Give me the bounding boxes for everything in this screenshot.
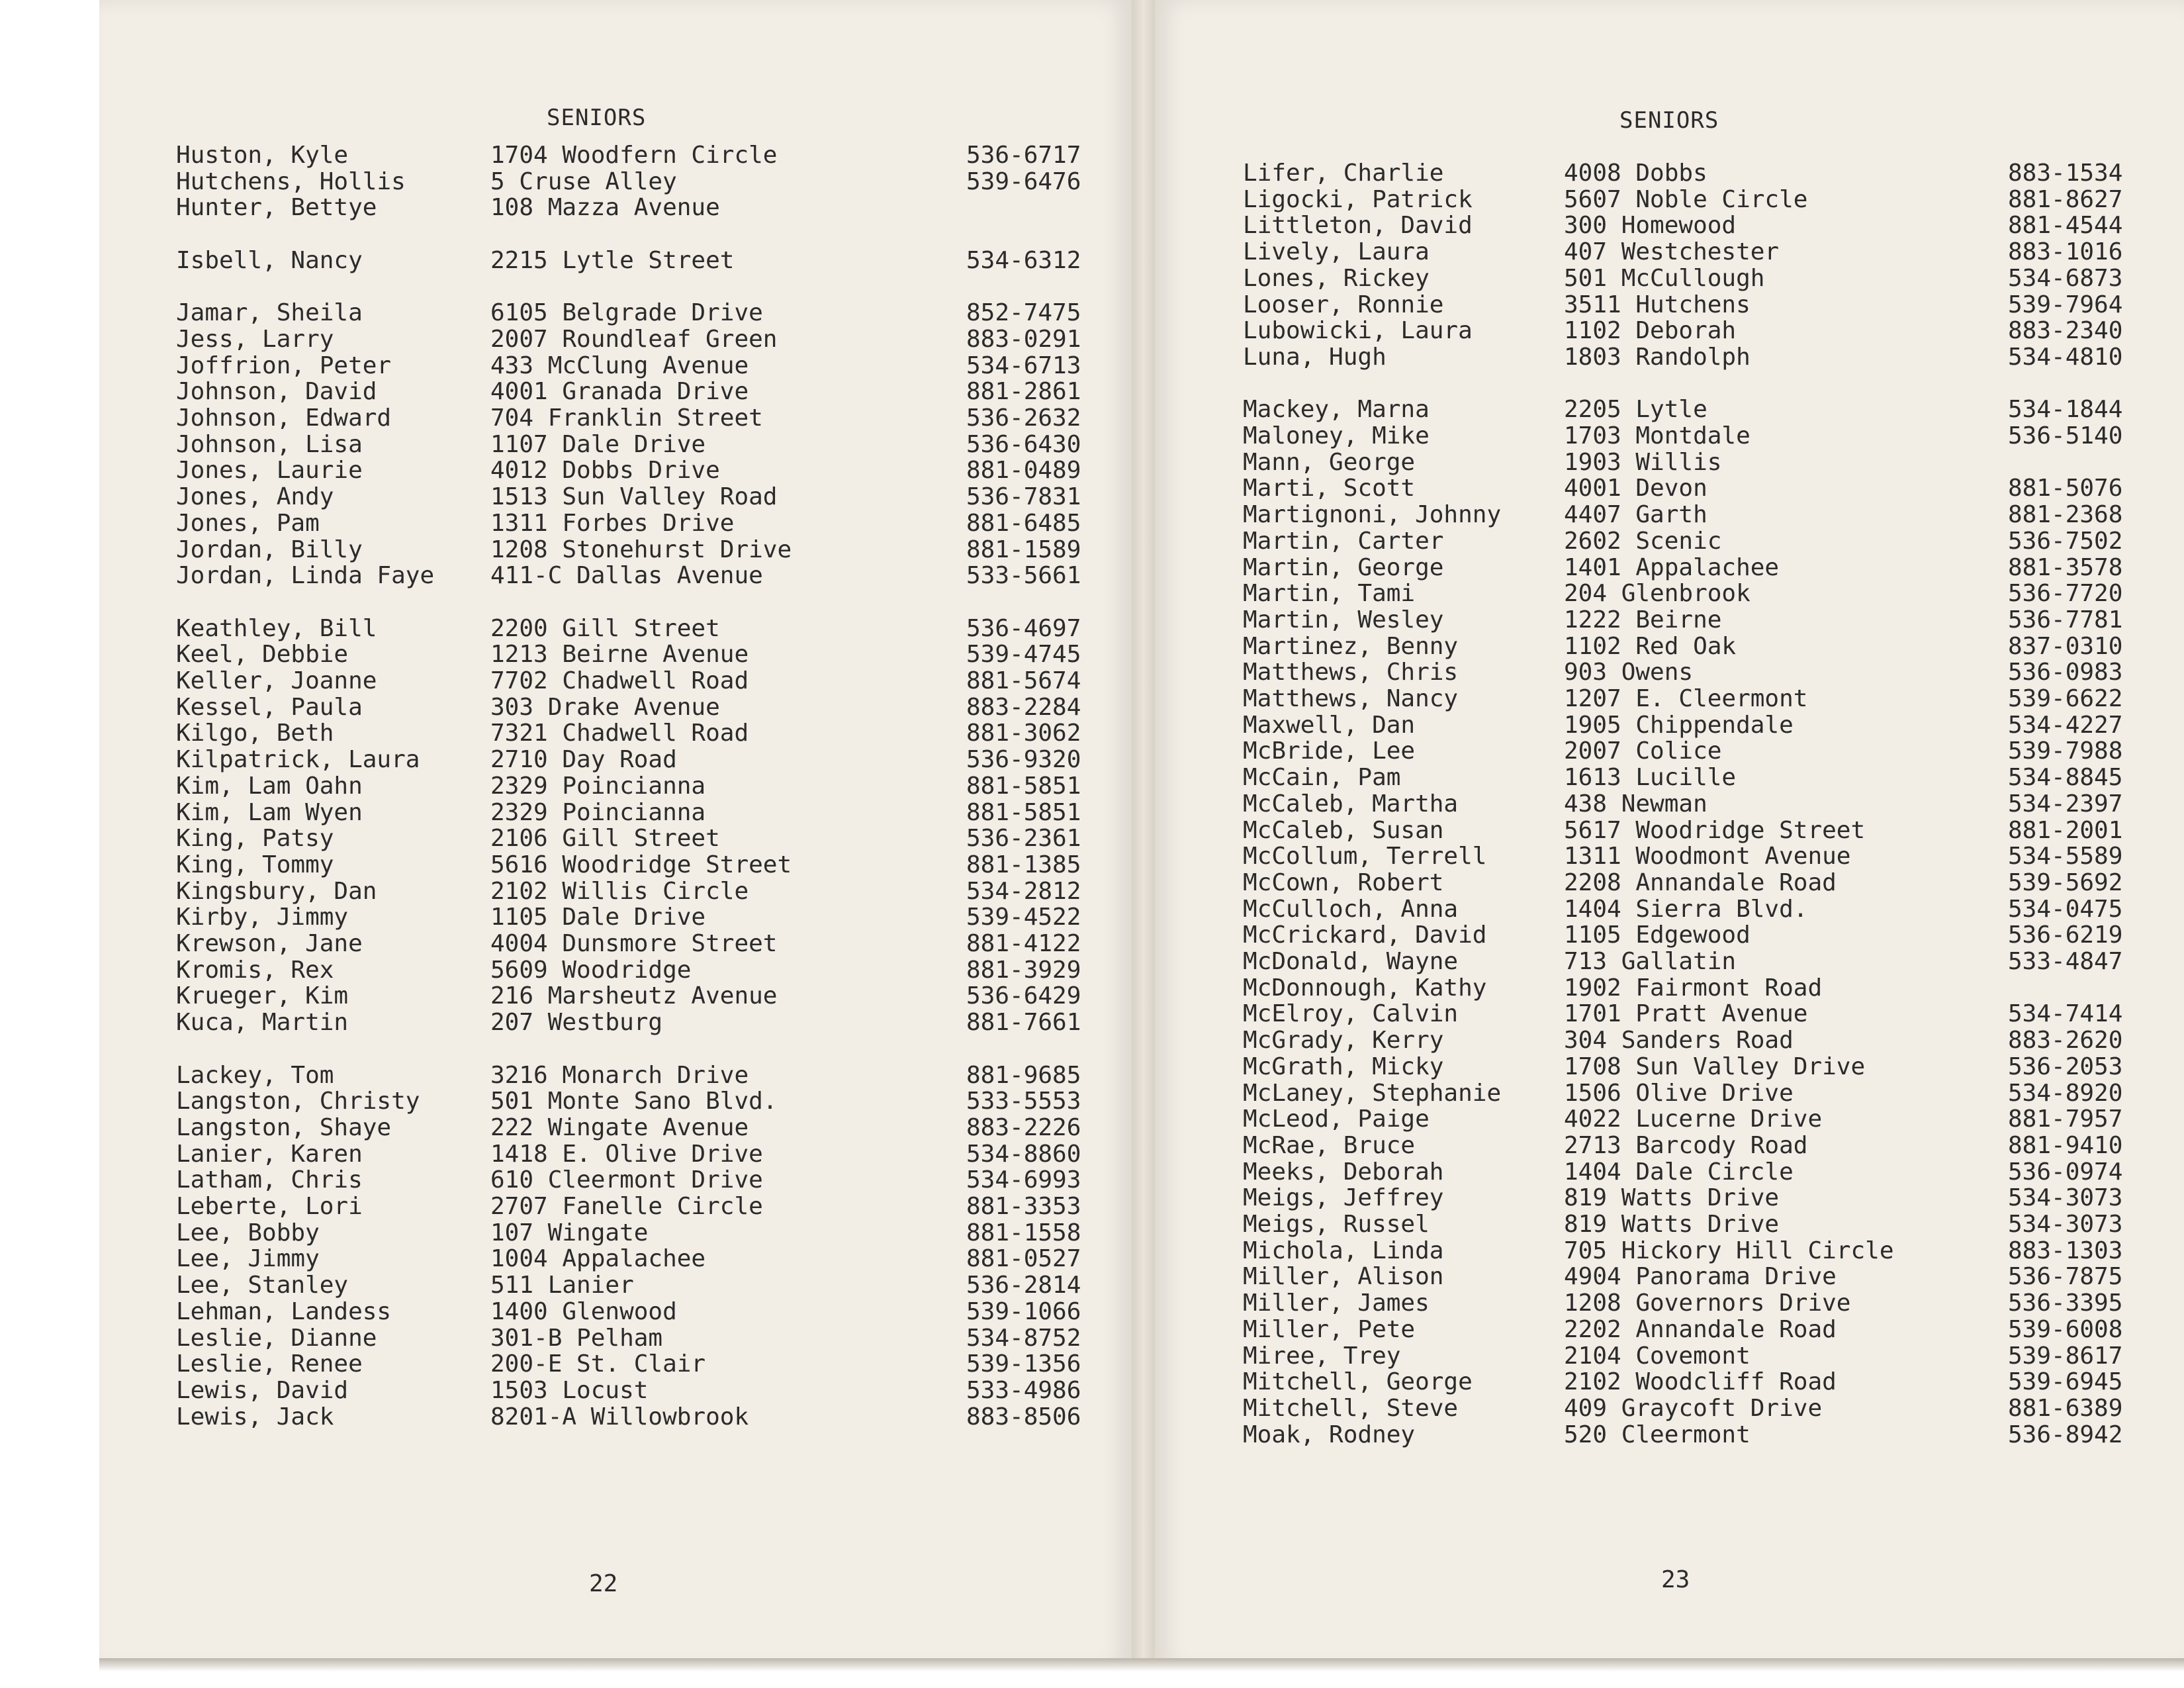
entry-address: 1613 Lucille [1564, 764, 1737, 792]
entry-phone: 536-0974 [2008, 1158, 2123, 1186]
entry-address: 3216 Monarch Drive [490, 1061, 749, 1089]
entry-name: McGrady, Kerry [1243, 1027, 1444, 1055]
entry-name: McDonnough, Kathy [1243, 974, 1487, 1002]
entry-phone: 881-1385 [966, 851, 1081, 878]
entry-name: McElroy, Calvin [1243, 1000, 1459, 1028]
entry-address: 1222 Beirne [1564, 606, 1722, 633]
entry-name: Martignoni, Johnny [1243, 501, 1502, 529]
entry-phone: 852-7475 [966, 299, 1081, 327]
entry-name: Michola, Linda [1243, 1237, 1444, 1264]
entry-address: 4001 Granada Drive [490, 378, 749, 406]
entry-address: 6105 Belgrade Drive [490, 299, 763, 327]
entry-name: Lee, Jimmy [176, 1245, 320, 1273]
entry-name: Miree, Trey [1243, 1342, 1401, 1370]
entry-address: 1105 Dale Drive [490, 904, 706, 931]
entry-name: McCulloch, Anna [1243, 895, 1459, 923]
entry-address: 1105 Edgewood [1564, 921, 1751, 949]
entry-phone: 533-5553 [966, 1088, 1081, 1115]
entry-address: 1903 Willis [1564, 448, 1722, 476]
entry-name: Leslie, Dianne [176, 1324, 377, 1352]
entry-address: 1803 Randolph [1564, 343, 1751, 371]
entry-name: Maloney, Mike [1243, 422, 1430, 449]
entry-name: Kilpatrick, Laura [176, 746, 420, 774]
entry-address: 1208 Governors Drive [1564, 1289, 1851, 1317]
entry-name: Langston, Shaye [176, 1113, 392, 1141]
entry-address: 4012 Dobbs Drive [490, 457, 720, 485]
entry-name: Mann, George [1243, 448, 1416, 476]
entry-address: 1704 Woodfern Circle [490, 142, 778, 169]
entry-address: 4008 Dobbs [1564, 160, 1707, 187]
entry-name: Martin, Carter [1243, 527, 1444, 555]
entry-name: McCain, Pam [1243, 764, 1401, 792]
entry-phone: 881-7957 [2008, 1105, 2123, 1133]
entry-address: 407 Westchester [1564, 238, 1780, 266]
entry-phone: 534-6993 [966, 1166, 1081, 1194]
entry-address: 108 Mazza Avenue [490, 194, 720, 222]
entry-name: King, Patsy [176, 825, 334, 853]
entry-address: 433 McClung Avenue [490, 352, 749, 379]
entry-phone: 536-6429 [966, 982, 1081, 1010]
entry-phone: 883-2284 [966, 693, 1081, 721]
entry-address: 1208 Stonehurst Drive [490, 536, 792, 563]
entry-name: Lanier, Karen [176, 1140, 363, 1168]
entry-phone: 883-2340 [2008, 317, 2123, 345]
entry-name: Lively, Laura [1243, 238, 1430, 266]
entry-address: 301-B Pelham [490, 1324, 663, 1352]
entry-phone: 536-2361 [966, 825, 1081, 853]
entry-address: 1102 Red Oak [1564, 632, 1737, 660]
entry-phone: 881-4544 [2008, 212, 2123, 240]
entry-phone: 883-0291 [966, 325, 1081, 353]
entry-phone: 539-6622 [2008, 685, 2123, 712]
entry-address: 4407 Garth [1564, 501, 1707, 529]
entry-address: 5616 Woodridge Street [490, 851, 792, 878]
entry-address: 1503 Locust [490, 1376, 649, 1404]
entry-phone: 533-4986 [966, 1376, 1081, 1404]
entry-phone: 536-2053 [2008, 1053, 2123, 1080]
entry-name: Isbell, Nancy [176, 246, 363, 274]
entry-address: 304 Sanders Road [1564, 1027, 1794, 1055]
entry-address: 5607 Noble Circle [1564, 185, 1808, 213]
entry-name: Ligocki, Patrick [1243, 185, 1473, 213]
entry-phone: 881-3929 [966, 956, 1081, 984]
entry-phone: 534-6713 [966, 352, 1081, 379]
entry-address: 1708 Sun Valley Drive [1564, 1053, 1866, 1080]
entry-name: McLeod, Paige [1243, 1105, 1430, 1133]
entry-name: Luna, Hugh [1243, 343, 1387, 371]
entry-name: Marti, Scott [1243, 475, 1416, 502]
entry-phone: 881-9410 [2008, 1131, 2123, 1159]
entry-name: Martin, George [1243, 553, 1444, 581]
entry-phone: 536-6219 [2008, 921, 2123, 949]
entry-phone: 881-1558 [966, 1219, 1081, 1246]
entry-name: Kirby, Jimmy [176, 904, 349, 931]
entry-name: Krueger, Kim [176, 982, 349, 1010]
entry-address: 2106 Gill Street [490, 825, 720, 853]
entry-phone: 881-8627 [2008, 185, 2123, 213]
entry-name: Martin, Tami [1243, 580, 1416, 608]
entry-phone: 881-5674 [966, 667, 1081, 694]
entry-name: Kuca, Martin [176, 1009, 349, 1037]
entry-address: 4004 Dunsmore Street [490, 930, 778, 957]
entry-name: Miller, Pete [1243, 1315, 1416, 1343]
entry-name: Leslie, Renee [176, 1350, 363, 1378]
entry-phone: 539-1356 [966, 1350, 1081, 1378]
entry-phone: 534-8920 [2008, 1079, 2123, 1107]
entry-address: 5 Cruse Alley [490, 167, 677, 195]
entry-address: 5609 Woodridge [490, 956, 692, 984]
entry-address: 713 Gallatin [1564, 948, 1737, 975]
entry-phone: 536-2632 [966, 404, 1081, 432]
entry-name: Lewis, Jack [176, 1403, 334, 1430]
entry-name: Jones, Laurie [176, 457, 363, 485]
entry-address: 2202 Annandale Road [1564, 1315, 1837, 1343]
entry-address: 303 Drake Avenue [490, 693, 720, 721]
entry-address: 610 Cleermont Drive [490, 1166, 763, 1194]
entry-phone: 539-4522 [966, 904, 1081, 931]
entry-address: 819 Watts Drive [1564, 1211, 1780, 1238]
entry-address: 1401 Appalachee [1564, 553, 1780, 581]
entry-address: 2007 Roundleaf Green [490, 325, 778, 353]
entry-name: Moak, Rodney [1243, 1421, 1416, 1448]
entry-address: 2200 Gill Street [490, 614, 720, 642]
entry-name: McGrath, Micky [1243, 1053, 1444, 1080]
entry-name: Kilgo, Beth [176, 720, 334, 747]
entry-name: Miller, Alison [1243, 1263, 1444, 1291]
entry-address: 7702 Chadwell Road [490, 667, 749, 694]
entry-name: Martin, Wesley [1243, 606, 1444, 633]
entry-name: Langston, Christy [176, 1088, 420, 1115]
entry-name: McCaleb, Martha [1243, 790, 1459, 818]
entry-phone: 536-6430 [966, 430, 1081, 458]
entry-address: 2329 Poincianna [490, 772, 706, 800]
entry-phone: 881-6485 [966, 509, 1081, 537]
entry-phone: 539-6008 [2008, 1315, 2123, 1343]
entry-phone: 883-1016 [2008, 238, 2123, 266]
right-page [1155, 0, 2184, 1668]
entry-phone: 883-1534 [2008, 160, 2123, 187]
entry-name: Lackey, Tom [176, 1061, 334, 1089]
entry-name: Latham, Chris [176, 1166, 363, 1194]
entry-name: Kingsbury, Dan [176, 877, 377, 905]
entry-phone: 881-2861 [966, 378, 1081, 406]
entry-phone: 883-2620 [2008, 1027, 2123, 1055]
entry-name: Lehman, Landess [176, 1297, 392, 1325]
entry-name: McCaleb, Susan [1243, 816, 1444, 844]
entry-phone: 533-4847 [2008, 948, 2123, 975]
entry-phone: 536-7720 [2008, 580, 2123, 608]
entry-address: 300 Homewood [1564, 212, 1737, 240]
entry-address: 520 Cleermont [1564, 1421, 1751, 1448]
entry-phone: 534-6312 [966, 246, 1081, 274]
entry-address: 511 Lanier [490, 1272, 634, 1299]
entry-address: 1102 Deborah [1564, 317, 1737, 345]
entry-name: McDonald, Wayne [1243, 948, 1459, 975]
entry-address: 8201-A Willowbrook [490, 1403, 749, 1430]
entry-name: Hunter, Bettye [176, 194, 377, 222]
entry-phone: 881-2368 [2008, 501, 2123, 529]
entry-address: 2102 Woodcliff Road [1564, 1368, 1837, 1396]
entry-phone: 883-2226 [966, 1113, 1081, 1141]
entry-phone: 539-1066 [966, 1297, 1081, 1325]
entry-name: McLaney, Stephanie [1243, 1079, 1502, 1107]
entry-address: 2329 Poincianna [490, 798, 706, 826]
page-header-left: SENIORS [547, 105, 647, 131]
entry-name: Lewis, David [176, 1376, 349, 1404]
entry-phone: 881-9685 [966, 1061, 1081, 1089]
entry-address: 2208 Annandale Road [1564, 868, 1837, 896]
entry-phone: 534-5589 [2008, 843, 2123, 870]
entry-address: 4022 Lucerne Drive [1564, 1105, 1823, 1133]
entry-name: Lubowicki, Laura [1243, 317, 1473, 345]
entry-phone: 539-5692 [2008, 868, 2123, 896]
entry-name: Meeks, Deborah [1243, 1158, 1444, 1186]
entry-phone: 536-7781 [2008, 606, 2123, 633]
entry-name: Jones, Pam [176, 509, 320, 537]
entry-address: 1311 Forbes Drive [490, 509, 735, 537]
left-page [99, 0, 1132, 1668]
entry-name: Maxwell, Dan [1243, 711, 1416, 739]
entry-address: 1703 Montdale [1564, 422, 1751, 449]
entry-address: 1004 Appalachee [490, 1245, 706, 1273]
entry-phone: 837-0310 [2008, 632, 2123, 660]
entry-phone: 536-4697 [966, 614, 1081, 642]
entry-name: Kromis, Rex [176, 956, 334, 984]
entry-name: Matthews, Chris [1243, 659, 1459, 686]
entry-name: Krewson, Jane [176, 930, 363, 957]
entry-name: Leberte, Lori [176, 1193, 363, 1220]
entry-name: Hutchens, Hollis [176, 167, 406, 195]
entry-phone: 536-6717 [966, 142, 1081, 169]
entry-name: Lones, Rickey [1243, 264, 1430, 292]
page-header-right: SENIORS [1619, 107, 1719, 134]
entry-name: Johnson, David [176, 378, 377, 406]
entry-name: Meigs, Russel [1243, 1211, 1430, 1238]
entry-phone: 536-5140 [2008, 422, 2123, 449]
entry-phone: 534-3073 [2008, 1184, 2123, 1212]
entry-phone: 536-7502 [2008, 527, 2123, 555]
entry-phone: 539-4745 [966, 641, 1081, 669]
entry-phone: 539-6476 [966, 167, 1081, 195]
entry-address: 1207 E. Cleermont [1564, 685, 1808, 712]
entry-phone: 881-0489 [966, 457, 1081, 485]
entry-name: McCrickard, David [1243, 921, 1487, 949]
entry-address: 1506 Olive Drive [1564, 1079, 1794, 1107]
entry-phone: 881-0527 [966, 1245, 1081, 1273]
entry-name: Mitchell, George [1243, 1368, 1473, 1396]
page-edge-shadow [99, 1658, 2184, 1671]
entry-address: 1902 Fairmont Road [1564, 974, 1823, 1002]
entry-address: 200-E St. Clair [490, 1350, 706, 1378]
entry-name: McRae, Bruce [1243, 1131, 1416, 1159]
entry-address: 2602 Scenic [1564, 527, 1722, 555]
entry-address: 705 Hickory Hill Circle [1564, 1237, 1894, 1264]
entry-name: Jordan, Billy [176, 536, 363, 563]
entry-address: 204 Glenbrook [1564, 580, 1751, 608]
entry-name: Huston, Kyle [176, 142, 349, 169]
entry-name: Lifer, Charlie [1243, 160, 1444, 187]
entry-address: 2707 Fanelle Circle [490, 1193, 763, 1220]
entry-address: 1107 Dale Drive [490, 430, 706, 458]
entry-name: Littleton, David [1243, 212, 1473, 240]
entry-phone: 534-8860 [966, 1140, 1081, 1168]
entry-phone: 881-5076 [2008, 475, 2123, 502]
entry-phone: 534-7414 [2008, 1000, 2123, 1028]
entry-phone: 536-9320 [966, 746, 1081, 774]
entry-address: 2104 Covemont [1564, 1342, 1751, 1370]
entry-phone: 883-8506 [966, 1403, 1081, 1430]
entry-name: Jordan, Linda Faye [176, 562, 435, 590]
entry-name: Miller, James [1243, 1289, 1430, 1317]
entry-phone: 536-2814 [966, 1272, 1081, 1299]
entry-name: Keathley, Bill [176, 614, 377, 642]
entry-address: 501 Monte Sano Blvd. [490, 1088, 778, 1115]
entry-phone: 534-4227 [2008, 711, 2123, 739]
entry-address: 903 Owens [1564, 659, 1694, 686]
entry-address: 5617 Woodridge Street [1564, 816, 1866, 844]
entry-address: 107 Wingate [490, 1219, 649, 1246]
entry-phone: 881-3578 [2008, 553, 2123, 581]
entry-name: Johnson, Edward [176, 404, 392, 432]
entry-phone: 534-3073 [2008, 1211, 2123, 1238]
entry-name: Matthews, Nancy [1243, 685, 1459, 712]
entry-address: 1701 Pratt Avenue [1564, 1000, 1808, 1028]
entry-address: 222 Wingate Avenue [490, 1113, 749, 1141]
page-number-right: 23 [1661, 1566, 1690, 1593]
entry-address: 704 Franklin Street [490, 404, 763, 432]
entry-name: Jones, Andy [176, 483, 334, 511]
entry-name: Lee, Bobby [176, 1219, 320, 1246]
entry-phone: 533-5661 [966, 562, 1081, 590]
entry-phone: 881-5851 [966, 798, 1081, 826]
entry-address: 819 Watts Drive [1564, 1184, 1780, 1212]
entry-address: 2710 Day Road [490, 746, 677, 774]
entry-name: Jess, Larry [176, 325, 334, 353]
entry-phone: 881-4122 [966, 930, 1081, 957]
entry-phone: 536-8942 [2008, 1421, 2123, 1448]
entry-phone: 536-0983 [2008, 659, 2123, 686]
entry-address: 1418 E. Olive Drive [490, 1140, 763, 1168]
entry-address: 3511 Hutchens [1564, 291, 1751, 318]
entry-address: 216 Marsheutz Avenue [490, 982, 778, 1010]
entry-phone: 881-5851 [966, 772, 1081, 800]
entry-name: Kim, Lam Oahn [176, 772, 363, 800]
entry-phone: 881-6389 [2008, 1394, 2123, 1422]
entry-phone: 881-3062 [966, 720, 1081, 747]
entry-name: Kessel, Paula [176, 693, 363, 721]
entry-name: McCown, Robert [1243, 868, 1444, 896]
entry-phone: 536-7831 [966, 483, 1081, 511]
entry-phone: 881-7661 [966, 1009, 1081, 1037]
entry-phone: 534-2812 [966, 877, 1081, 905]
entry-phone: 534-4810 [2008, 343, 2123, 371]
entry-address: 1311 Woodmont Avenue [1564, 843, 1851, 870]
entry-name: Kim, Lam Wyen [176, 798, 363, 826]
entry-name: Mitchell, Steve [1243, 1394, 1459, 1422]
entry-address: 2102 Willis Circle [490, 877, 749, 905]
entry-phone: 536-7875 [2008, 1263, 2123, 1291]
entry-phone: 534-1844 [2008, 396, 2123, 424]
entry-name: Meigs, Jeffrey [1243, 1184, 1444, 1212]
entry-address: 409 Graycoft Drive [1564, 1394, 1823, 1422]
entry-name: McBride, Lee [1243, 737, 1416, 765]
entry-address: 4904 Panorama Drive [1564, 1263, 1837, 1291]
entry-address: 207 Westburg [490, 1009, 663, 1037]
entry-address: 7321 Chadwell Road [490, 720, 749, 747]
entry-phone: 881-2001 [2008, 816, 2123, 844]
entry-name: McCollum, Terrell [1243, 843, 1487, 870]
entry-phone: 539-7964 [2008, 291, 2123, 318]
entry-phone: 539-6945 [2008, 1368, 2123, 1396]
entry-phone: 881-3353 [966, 1193, 1081, 1220]
entry-address: 2205 Lytle [1564, 396, 1707, 424]
entry-phone: 539-7988 [2008, 737, 2123, 765]
entry-address: 501 McCullough [1564, 264, 1765, 292]
entry-phone: 534-8752 [966, 1324, 1081, 1352]
book-gutter [1132, 0, 1155, 1668]
entry-address: 1513 Sun Valley Road [490, 483, 778, 511]
entry-name: Keller, Joanne [176, 667, 377, 694]
entry-phone: 536-3395 [2008, 1289, 2123, 1317]
entry-name: Keel, Debbie [176, 641, 349, 669]
entry-name: Martinez, Benny [1243, 632, 1459, 660]
entry-name: Mackey, Marna [1243, 396, 1430, 424]
entry-address: 2713 Barcody Road [1564, 1131, 1808, 1159]
entry-phone: 534-2397 [2008, 790, 2123, 818]
entry-name: Jamar, Sheila [176, 299, 363, 327]
entry-address: 2007 Colice [1564, 737, 1722, 765]
page-number-left: 22 [589, 1570, 618, 1597]
entry-address: 1213 Beirne Avenue [490, 641, 749, 669]
entry-phone: 539-8617 [2008, 1342, 2123, 1370]
entry-address: 1404 Sierra Blvd. [1564, 895, 1808, 923]
entry-address: 411-C Dallas Avenue [490, 562, 763, 590]
entry-address: 438 Newman [1564, 790, 1707, 818]
entry-phone: 534-8845 [2008, 764, 2123, 792]
entry-name: Johnson, Lisa [176, 430, 363, 458]
entry-name: Lee, Stanley [176, 1272, 349, 1299]
entry-phone: 534-6873 [2008, 264, 2123, 292]
entry-phone: 534-0475 [2008, 895, 2123, 923]
entry-name: Looser, Ronnie [1243, 291, 1444, 318]
entry-name: King, Tommy [176, 851, 334, 878]
entry-name: Joffrion, Peter [176, 352, 392, 379]
entry-address: 1400 Glenwood [490, 1297, 677, 1325]
entry-phone: 881-1589 [966, 536, 1081, 563]
entry-address: 2215 Lytle Street [490, 246, 735, 274]
entry-address: 4001 Devon [1564, 475, 1707, 502]
entry-address: 1404 Dale Circle [1564, 1158, 1794, 1186]
entry-address: 1905 Chippendale [1564, 711, 1794, 739]
entry-phone: 883-1303 [2008, 1237, 2123, 1264]
